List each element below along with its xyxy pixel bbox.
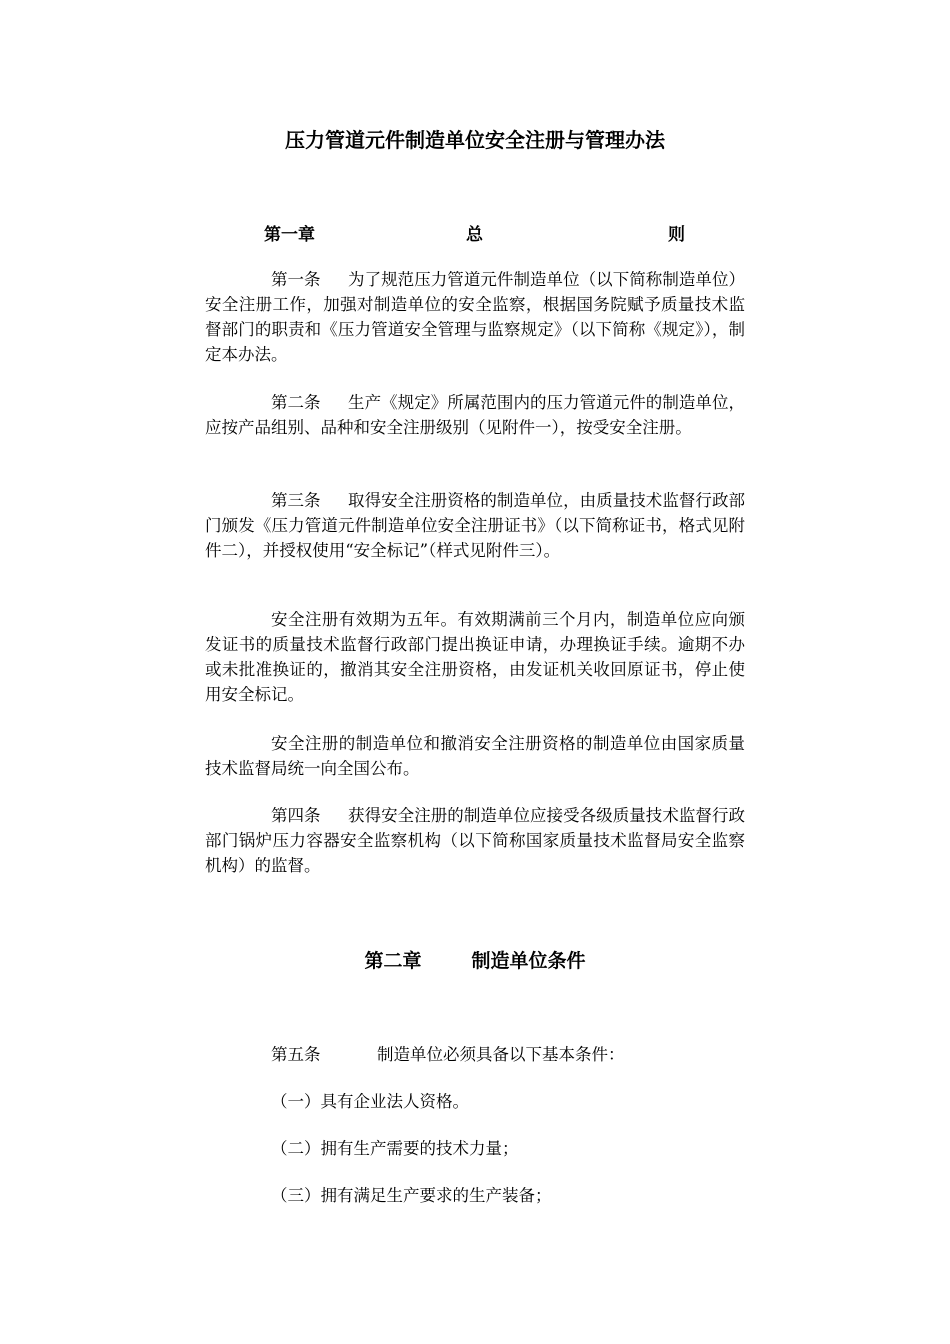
article-text: 制造单位必须具备以下基本条件： — [377, 1045, 625, 1064]
chapter-2-heading — [0, 946, 950, 973]
article-label: 第一条 — [271, 270, 321, 289]
article-text: 安全注册的制造单位和撤消安全注册资格的制造单位由国家质量技术监督局统一向全国公布。 — [205, 734, 745, 778]
condition-item: （三）拥有满足生产要求的生产装备； — [271, 1186, 552, 1205]
chapter-2-title: 制造单位条件 — [471, 950, 586, 972]
article-label: 第三条 — [271, 491, 321, 510]
article-3-paragraph-3 — [205, 731, 745, 781]
article-label: 第四条 — [271, 806, 321, 825]
chapter-1-title-part1: 总 — [466, 225, 483, 245]
article-text: 生产《规定》所属范围内的压力管道元件的制造单位，应按产品组别、品种和安全注册级别（见附件一），按受安全注册。 — [205, 393, 745, 437]
condition-item: （一）具有企业法人资格。 — [271, 1092, 469, 1111]
article-4 — [205, 803, 745, 878]
chapter-1-heading — [0, 220, 950, 246]
article-1 — [205, 267, 745, 367]
article-text: 取得安全注册资格的制造单位，由质量技术监督行政部门颁发《压力管道元件制造单位安全注册证书》（以下简称证书，格式见附件二），并授权使用“安全标记”（样式见附件三）。 — [205, 491, 745, 560]
chapter-1-title-part2: 则 — [668, 225, 685, 245]
article-text: 为了规范压力管道元件制造单位（以下简称制造单位）安全注册工作，加强对制造单位的安全监察，根据国务院赋予质量技术监督部门的职责和《压力管道安全管理与监察规定》（以下简称《规定》），制定本办法。 — [205, 270, 745, 364]
article-2 — [205, 390, 745, 440]
document-title: 压力管道元件制造单位安全注册与管理办法 — [285, 128, 665, 152]
article-text: 安全注册有效期为五年。有效期满前三个月内，制造单位应向颁发证书的质量技术监督行政部门提出换证申请，办理换证手续。逾期不办或未批准换证的，撤消其安全注册资格，由发证机关收回原证书，停止使用安全标记。 — [205, 610, 745, 704]
article-5 — [271, 1042, 625, 1067]
chapter-1-number: 第一章 — [264, 225, 315, 245]
article-3-paragraph-2 — [205, 607, 745, 707]
chapter-2-number: 第二章 — [364, 950, 422, 972]
condition-item: （二）拥有生产需要的技术力量； — [271, 1139, 519, 1158]
article-3 — [205, 488, 745, 563]
article-label: 第二条 — [271, 393, 321, 412]
article-label: 第五条 — [271, 1045, 321, 1064]
article-text: 获得安全注册的制造单位应接受各级质量技术监督行政部门锅炉压力容器安全监察机构（以下简称国家质量技术监督局安全监察机构）的监督。 — [205, 806, 745, 875]
